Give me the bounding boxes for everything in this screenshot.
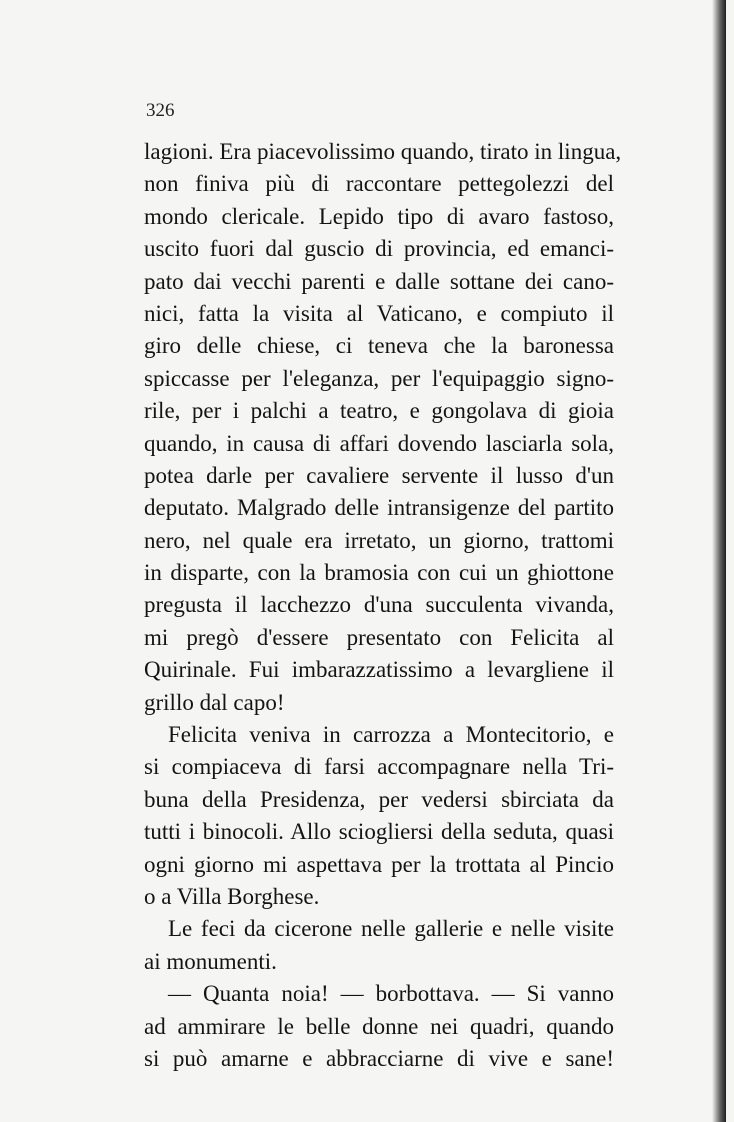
text-line: quando, in causa di affari dovendo lasciarla sola, (144, 430, 614, 456)
text-line: nici, fatta la visita al Vaticano, e compiuto il (144, 300, 614, 326)
text-line: si compiaceva di farsi accompagnare nella Tri- (144, 754, 614, 780)
text-line: ai monumenti. (144, 948, 277, 974)
text-line: lagioni. Era piacevolissimo quando, tirato in lingua, (144, 139, 622, 164)
page-number: 326 (146, 100, 175, 121)
text-line: potea darle per cavaliere servente il lusso d'un (144, 462, 614, 488)
text-line: deputato. Malgrado delle intransigenze del partito (144, 495, 614, 521)
text-line: in disparte, con la bramosia con cui un ghiottone (144, 560, 614, 586)
text-line: ogni giorno mi aspettava per la trottata al Pincio (144, 851, 614, 877)
text-line: grillo dal capo! (144, 689, 285, 715)
text-line: si può amarne e abbracciarne di vive e sane! (144, 1045, 614, 1071)
text-line: nero, nel quale era irretato, un giorno, trattomi (144, 527, 614, 553)
text-line: pregusta il lacchezzo d'una succulenta vivanda, (144, 592, 614, 618)
text-line: spiccasse per l'eleganza, per l'equipaggio signo- (144, 365, 614, 391)
text-line: giro delle chiese, ci teneva che la baronessa (144, 333, 614, 359)
text-line: rile, per i palchi a teatro, e gongolava di gioia (144, 398, 614, 424)
text-line: Felicita veniva in carrozza a Montecitorio, e (168, 722, 614, 748)
text-line: buna della Presidenza, per vedersi sbirciata da (144, 786, 614, 812)
text-line: — Quanta noia! — borbottava. — Si vanno (168, 981, 614, 1007)
text-line: Le feci da cicerone nelle gallerie e nelle visite (168, 916, 614, 942)
text-line: Quirinale. Fui imbarazzatissimo a levargliene il (144, 657, 614, 683)
text-line: o a Villa Borghese. (144, 883, 320, 909)
text-line: ad ammirare le belle donne nei quadri, quando (144, 1013, 614, 1039)
page-binding-edge (712, 0, 726, 1122)
text-line: mi pregò d'essere presentato con Felicita al (144, 624, 614, 650)
text-line: non finiva più di raccontare pettegolezzi del (144, 171, 614, 197)
body-text (144, 136, 622, 1075)
text-line: uscito fuori dal guscio di provincia, ed emanci- (144, 236, 614, 262)
text-line: mondo clericale. Lepido tipo di avaro fastoso, (144, 203, 614, 229)
text-line: pato dai vecchi parenti e dalle sottane dei cano- (144, 268, 614, 294)
text-line: tutti i binocoli. Allo sciogliersi della seduta, quasi (144, 819, 614, 845)
